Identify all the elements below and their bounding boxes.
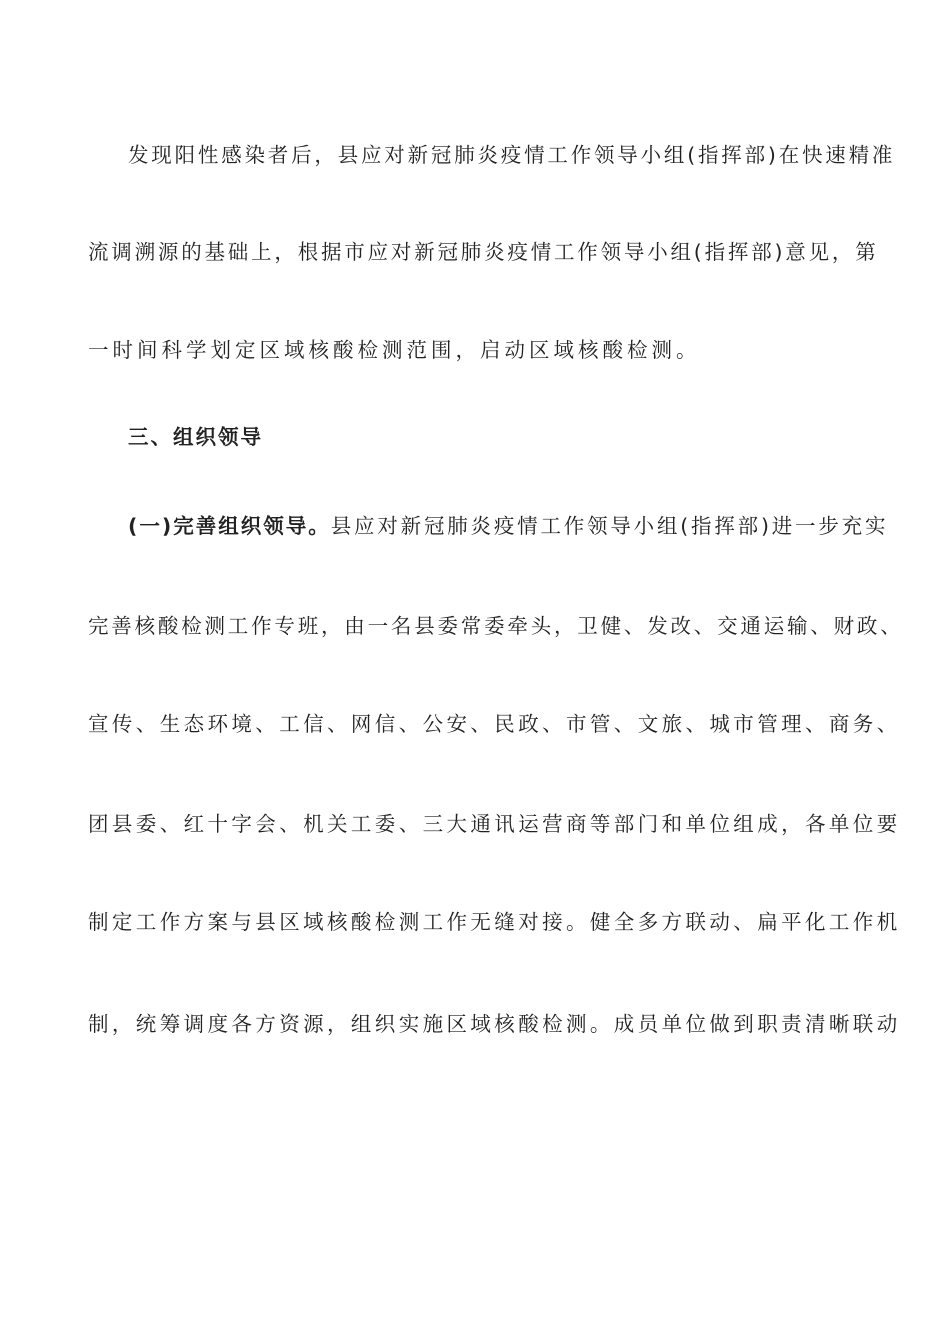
subsection-text: 县应对新冠肺炎疫情工作领导小组(指挥部)进一步充实 — [330, 514, 889, 538]
paragraph-line-7: 宣传、生态环境、工信、网信、公安、民政、市管、文旅、城市管理、商务、 — [88, 712, 901, 736]
paragraph-line-9: 制定工作方案与县区域核酸检测工作无缝对接。健全多方联动、扁平化工作机 — [88, 910, 901, 934]
paragraph-line-5 — [128, 511, 918, 541]
paragraph-line-3: 一时间科学划定区域核酸检测范围，启动区域核酸检测。 — [88, 338, 701, 362]
subsection-heading: (一)完善组织领导。 — [128, 514, 331, 538]
paragraph-line-1: 发现阳性感染者后，县应对新冠肺炎疫情工作领导小组(指挥部)在快速精准 — [128, 143, 896, 167]
paragraph-line-6: 完善核酸检测工作专班，由一名县委常委牵头，卫健、发改、交通运输、财政、 — [88, 614, 904, 638]
paragraph-line-10: 制，统筹调度各方资源，组织实施区域核酸检测。成员单位做到职责清晰联动 — [88, 1012, 901, 1036]
paragraph-line-2: 流调溯源的基础上，根据市应对新冠肺炎疫情工作领导小组(指挥部)意见，第 — [88, 240, 879, 264]
section-heading: 三、组织领导 — [128, 425, 263, 449]
paragraph-line-8: 团县委、红十字会、机关工委、三大通讯运营商等部门和单位组成，各单位要 — [88, 812, 901, 836]
